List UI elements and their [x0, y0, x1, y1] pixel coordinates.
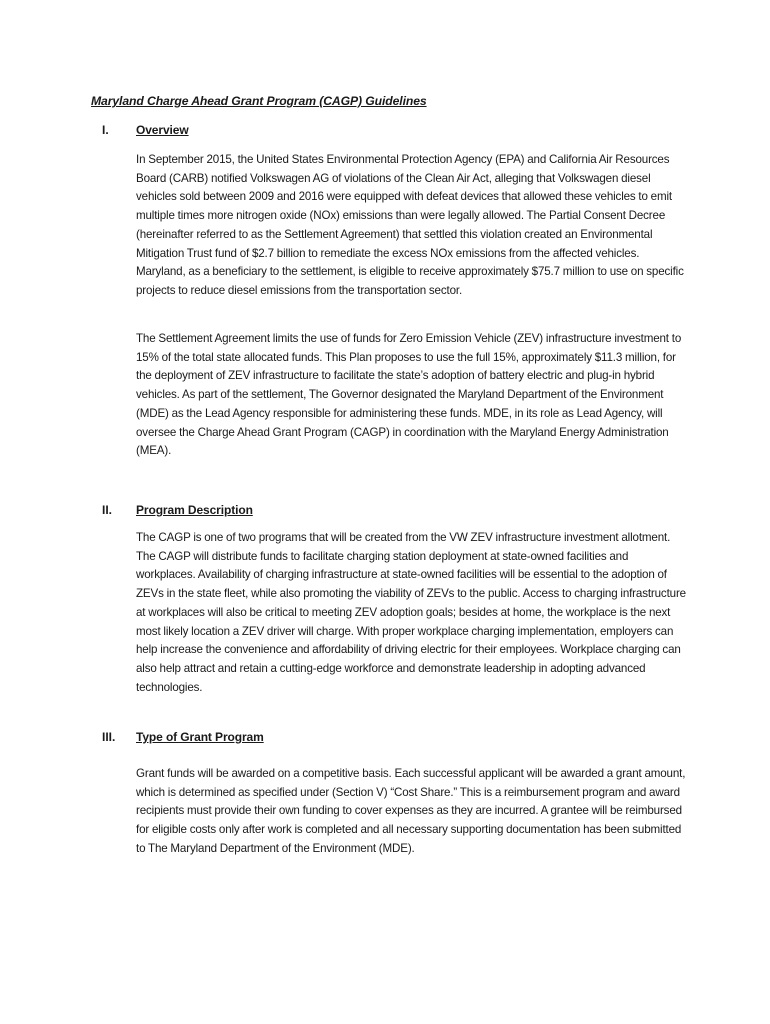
document-title: Maryland Charge Ahead Grant Program (CAGP) Guidelines	[91, 94, 427, 108]
overview-paragraph-1: In September 2015, the United States Environmental Protection Agency (EPA) and California Air Resources Board (CARB) notified Volkswagen AG of violations of the Clean Air Act, alleging that Volkswagen diesel vehicles sold between 2009 and 2016 were equipped with defeat devices that allowed these vehicles to emit multiple times more nitrogen oxide (NOx) emissions than were legally allowed. The Partial Consent Decree (hereinafter referred to as the Settlement Agreement) that settled this violation created an Environmental Mitigation Trust fund of $2.7 billion to remediate the excess NOx emissions from the affected vehicles. Maryland, as a beneficiary to the settlement, is eligible to receive approximately $75.7 million to use on specific projects to reduce diesel emissions from the transportation sector.	[136, 153, 684, 297]
section-heading: Type of Grant Program	[136, 730, 264, 744]
grant-program-paragraph: Grant funds will be awarded on a competitive basis. Each successful applicant will be awarded a grant amount, which is determined as specified under (Section V) “Cost Share.” This is a reimbursement program and award recipients must provide their own funding to cover expenses as they are incurred. A grantee will be reimbursed for eligible costs only after work is completed and all necessary supporting documentation has been submitted to The Maryland Department of the Environment (MDE).	[136, 767, 686, 855]
section-heading: Overview	[136, 123, 189, 137]
section-number: III.	[102, 730, 116, 744]
section-number: II.	[102, 503, 113, 517]
overview-paragraph-2: The Settlement Agreement limits the use of funds for Zero Emission Vehicle (ZEV) infrastructure investment to 15% of the total state allocated funds. This Plan proposes to use the full 15%, approximately $11.3 million, for the deployment of ZEV infrastructure to facilitate the state’s adoption of battery electric and plug-in hybrid vehicles. As part of the settlement, The Governor designated the Maryland Department of the Environment (MDE) as the Lead Agency responsible for administering these funds. MDE, in its role as Lead Agency, will oversee the Charge Ahead Grant Program (CAGP) in coordination with the Maryland Energy Administration (MEA).	[136, 332, 682, 458]
section-heading: Program Description	[136, 503, 253, 517]
section-number: I.	[102, 123, 109, 137]
program-description-paragraph: The CAGP is one of two programs that will be created from the VW ZEV infrastructure investment allotment. The CAGP will distribute funds to facilitate charging station deployment at state-owned facilities and workplaces. Availability of charging infrastructure at state-owned facilities will be essential to the adoption of ZEVs in the state fleet, while also promoting the viability of ZEVs to the public. Access to charging infrastructure at workplaces will also be critical to meeting ZEV adoption goals; besides at home, the workplace is the next most likely location a ZEV driver will charge. With proper workplace charging implementation, employers can help increase the convenience and affordability of driving electric for their employees. Workplace charging can also help attract and retain a cutting-edge workforce and demonstrate leadership in adopting advanced technologies.	[136, 531, 686, 694]
